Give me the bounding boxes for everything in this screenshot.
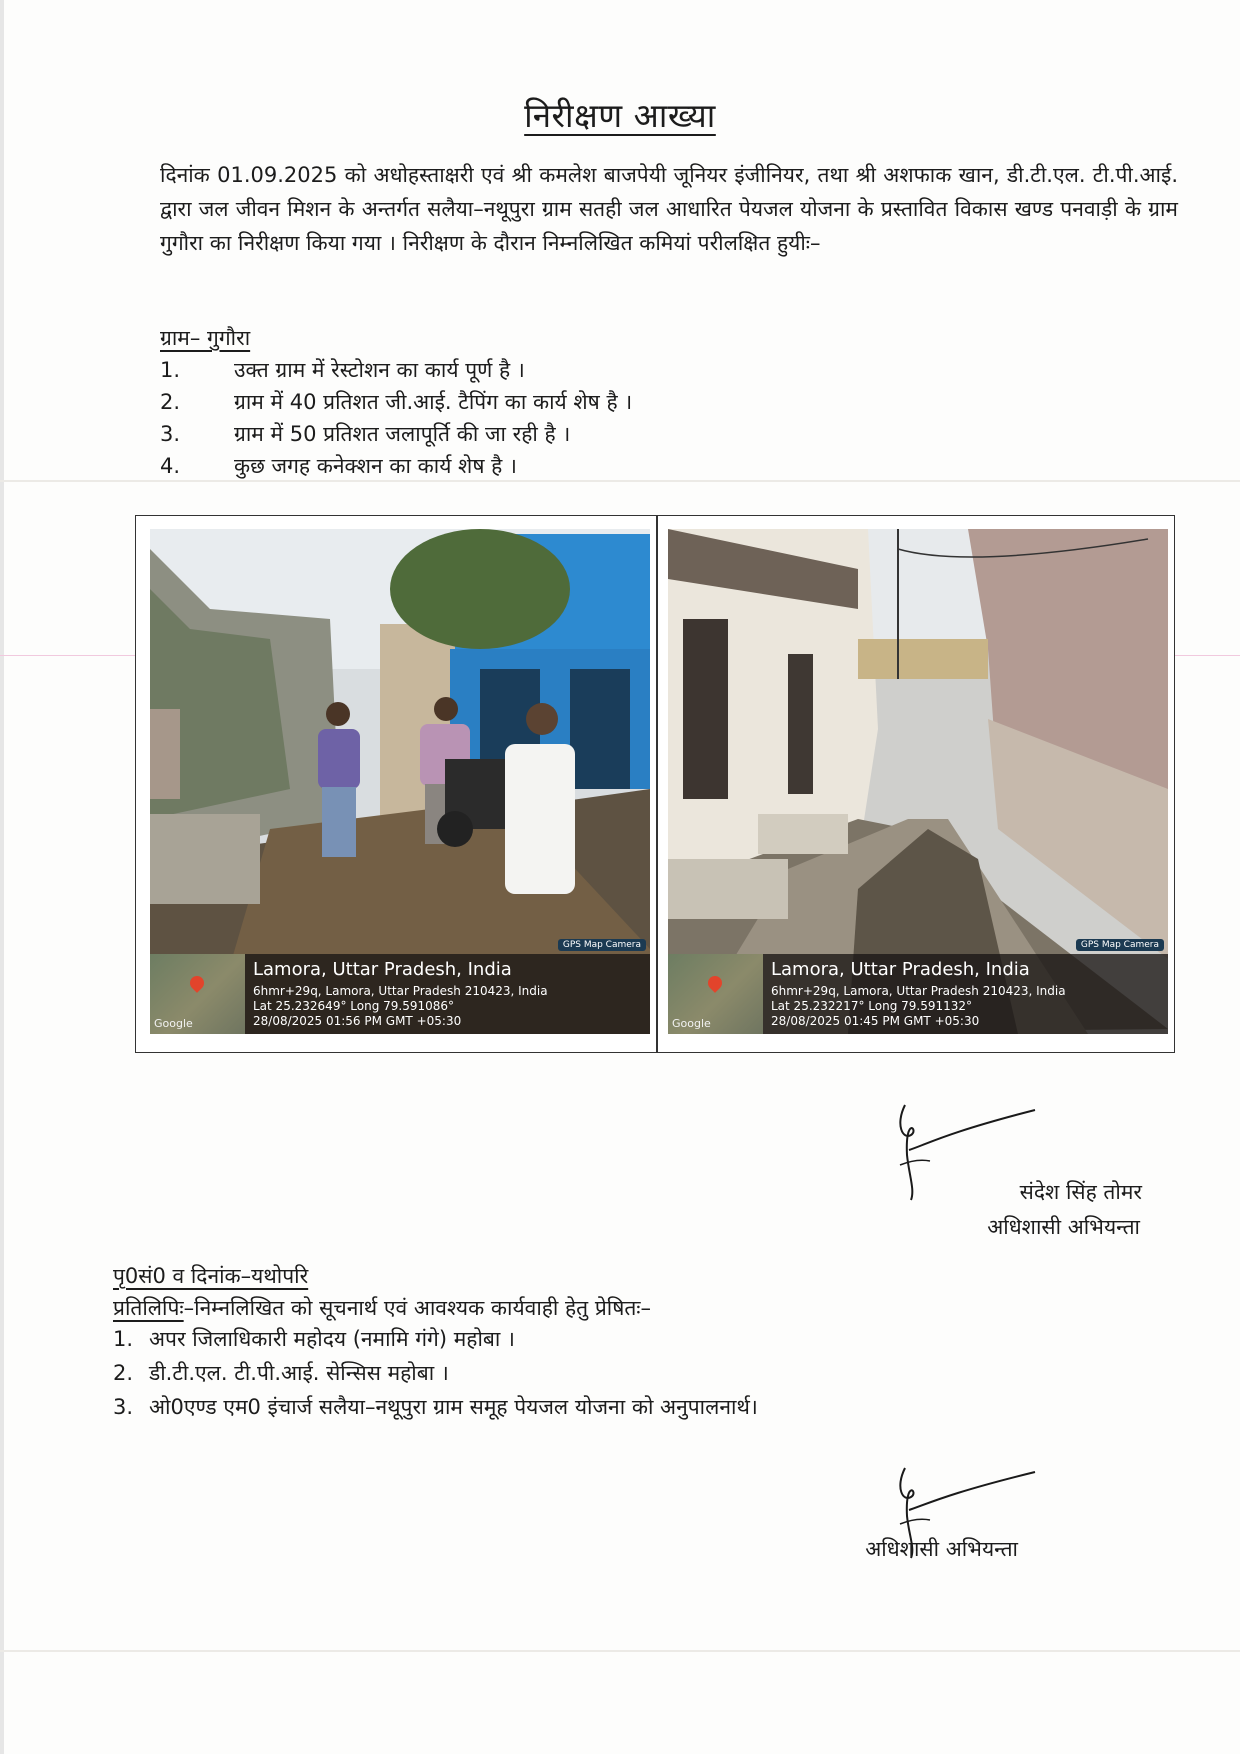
map-pin-icon xyxy=(187,973,207,993)
gps-datetime: 28/08/2025 01:56 PM GMT +05:30 xyxy=(253,1014,462,1028)
map-google-label: Google xyxy=(154,1017,193,1030)
intro-paragraph: दिनांक 01.09.2025 को अधोहस्ताक्षरी एवं श्री कमलेश बाजपेयी जूनियर इंजीनियर, तथा श्री अशफाक खान, डी.टी.एल. टी.पी.आई. द्वारा जल जीवन मिशन के अन्तर्गत सलैया–नथूपुरा ग्राम सतही जल आधारित पेयजल योजना के प्रस्तावित विकास खण्ड पनवाड़ी के ग्राम गुगौरा का निरीक्षण किया गया । निरीक्षण के दौरान निम्नलिखित कमियां परीलक्षित हुयीः– xyxy=(160,163,1178,255)
gps-camera-badge: GPS Map Camera xyxy=(1076,939,1164,951)
gps-place: Lamora, Uttar Pradesh, India xyxy=(253,959,512,980)
scan-edge xyxy=(0,0,4,1754)
map-pin-icon xyxy=(705,973,725,993)
item-text: कुछ जगह कनेक्शन का कार्य शेष है । xyxy=(234,454,517,478)
page-title-text: निरीक्षण आख्या xyxy=(524,96,716,135)
list-item xyxy=(160,386,1160,418)
observation-list xyxy=(160,354,1160,482)
item-number: 2. xyxy=(160,390,181,414)
list-item xyxy=(160,354,1160,386)
item-text: ग्राम में 50 प्रतिशत जलापूर्ति की जा रही है । xyxy=(234,422,571,446)
reference-line: पृ0सं0 व दिनांक–यथोपरि xyxy=(113,1264,309,1288)
signatory-designation: अधिशासी अभियन्ता xyxy=(987,1215,1140,1239)
item-text: ग्राम में 40 प्रतिशत जी.आई. टैपिंग का कार्य शेष है । xyxy=(234,390,633,414)
gps-address: 6hmr+29q, Lamora, Uttar Pradesh 210423, India xyxy=(771,984,1066,998)
site-photo-left xyxy=(150,529,650,1034)
gps-overlay xyxy=(150,940,650,1034)
item-text: उक्त ग्राम में रेस्टोशन का कार्य पूर्ण है । xyxy=(234,358,525,382)
mini-map xyxy=(150,954,245,1034)
gps-place: Lamora, Uttar Pradesh, India xyxy=(771,959,1030,980)
gps-datetime: 28/08/2025 01:45 PM GMT +05:30 xyxy=(771,1014,980,1028)
copy-label: प्रतिलिपिः xyxy=(113,1296,184,1320)
fold-line xyxy=(0,1650,1240,1652)
map-google-label: Google xyxy=(672,1017,711,1030)
item-text: ओ0एण्ड एम0 इंचार्ज सलैया–नथूपुरा ग्राम समूह पेयजल योजना को अनुपालनार्थ। xyxy=(149,1395,758,1419)
village-heading: ग्राम– गुगौरा xyxy=(160,326,251,350)
item-text: डी.टी.एल. टी.पी.आई. सेन्सिस महोबा । xyxy=(149,1361,449,1385)
signatory-designation-2: अधिशासी अभियन्ता xyxy=(865,1537,1018,1561)
item-number: 1. xyxy=(160,358,181,382)
frame-divider xyxy=(656,516,658,1052)
list-item xyxy=(160,450,1160,482)
item-number: 2. xyxy=(113,1361,134,1385)
item-number: 1. xyxy=(113,1327,134,1351)
list-item xyxy=(160,418,1160,450)
gps-overlay xyxy=(668,940,1168,1034)
signatory-name: संदेश सिंह तोमर xyxy=(1019,1180,1142,1204)
page-title xyxy=(0,92,1240,137)
item-number: 3. xyxy=(160,422,181,446)
gps-latlong: Lat 25.232217° Long 79.591132° xyxy=(771,999,973,1013)
mini-map xyxy=(668,954,763,1034)
photo-frame xyxy=(135,515,1175,1053)
gps-address: 6hmr+29q, Lamora, Uttar Pradesh 210423, India xyxy=(253,984,548,998)
copy-text: –निम्नलिखित को सूचनार्थ एवं आवश्यक कार्यवाही हेतु प्रेषितः– xyxy=(183,1296,652,1320)
item-text: अपर जिलाधिकारी महोदय (नमामि गंगे) महोबा । xyxy=(149,1327,515,1351)
copy-to-line xyxy=(113,1294,651,1322)
item-number: 3. xyxy=(113,1395,134,1419)
gps-latlong: Lat 25.232649° Long 79.591086° xyxy=(253,999,455,1013)
site-photo-right xyxy=(668,529,1168,1034)
item-number: 4. xyxy=(160,454,181,478)
gps-camera-badge: GPS Map Camera xyxy=(558,939,646,951)
